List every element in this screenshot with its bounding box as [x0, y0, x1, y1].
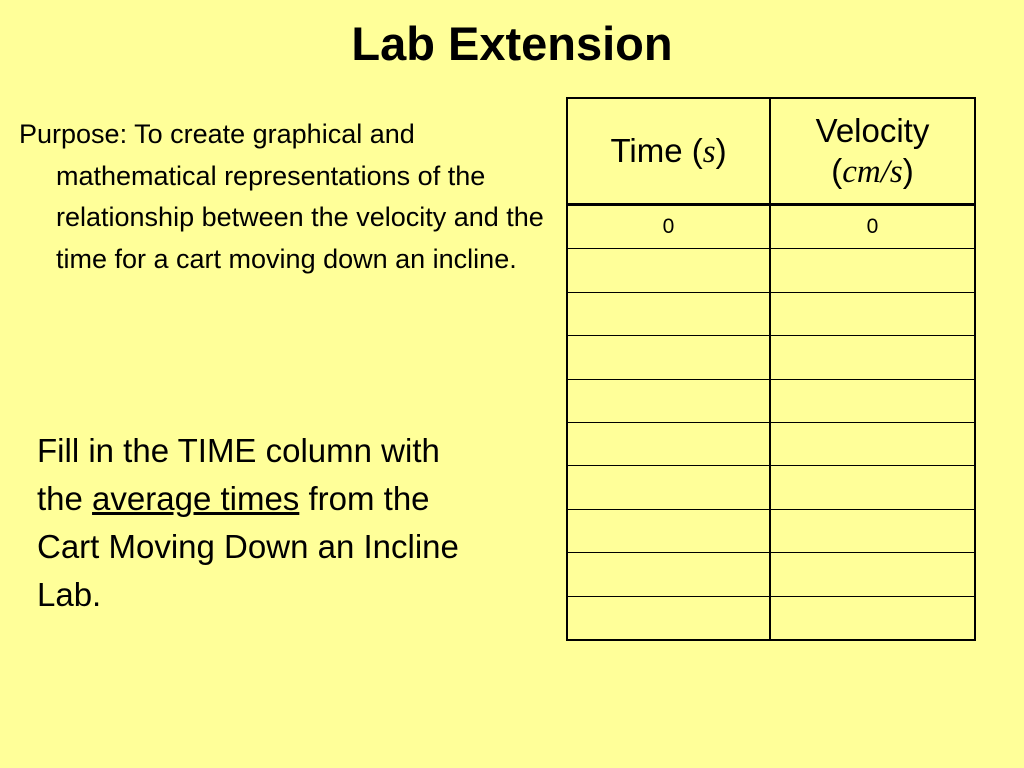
velocity-cell [770, 466, 975, 509]
time-velocity-table [566, 97, 976, 641]
velocity-cell [770, 553, 975, 596]
time-column-header [567, 98, 770, 205]
velocity-header-label: Velocity [815, 111, 930, 149]
table-row [567, 509, 975, 552]
velocity-cell: 0 [770, 205, 975, 249]
velocity-cell [770, 422, 975, 465]
time-cell [567, 379, 770, 422]
velocity-cell [770, 509, 975, 552]
slide-title: Lab Extension [351, 17, 673, 70]
time-header-open-paren: ( [682, 131, 703, 169]
time-cell [567, 249, 770, 292]
table-row [567, 553, 975, 596]
time-header-close-paren: ) [715, 131, 727, 169]
time-cell: 0 [567, 205, 770, 249]
table-row [567, 336, 975, 379]
instruction-underlined-text: average times [92, 480, 300, 517]
instruction-text [37, 427, 467, 619]
time-header-unit: s [702, 133, 716, 170]
table-row [567, 466, 975, 509]
velocity-header-open-paren: ( [831, 151, 843, 189]
instruction-text-start: Fill in the TIME column with the [37, 432, 440, 517]
time-cell [567, 422, 770, 465]
table-row [567, 422, 975, 465]
purpose-text: Purpose: To create graphical and mathematical representations of the relationship between the velocity and the time for a cart moving down an incline. [19, 119, 544, 274]
table-row [567, 596, 975, 640]
time-cell [567, 336, 770, 379]
time-cell [567, 509, 770, 552]
time-cell [567, 553, 770, 596]
table-row [567, 249, 975, 292]
velocity-cell [770, 249, 975, 292]
table-row [567, 292, 975, 335]
time-header-label: Time [610, 131, 683, 169]
velocity-cell [770, 336, 975, 379]
table-row [567, 379, 975, 422]
time-cell [567, 466, 770, 509]
table-header-row [567, 98, 975, 205]
velocity-cell [770, 379, 975, 422]
velocity-header-close-paren: ) [902, 151, 914, 189]
time-cell [567, 292, 770, 335]
velocity-header-unit: cm/s [842, 153, 903, 190]
table-row [567, 205, 975, 249]
instruction-text-end: from the Cart Moving Down an Incline Lab. [37, 480, 459, 613]
velocity-cell [770, 292, 975, 335]
time-cell [567, 596, 770, 640]
velocity-cell [770, 596, 975, 640]
velocity-column-header [770, 98, 975, 205]
